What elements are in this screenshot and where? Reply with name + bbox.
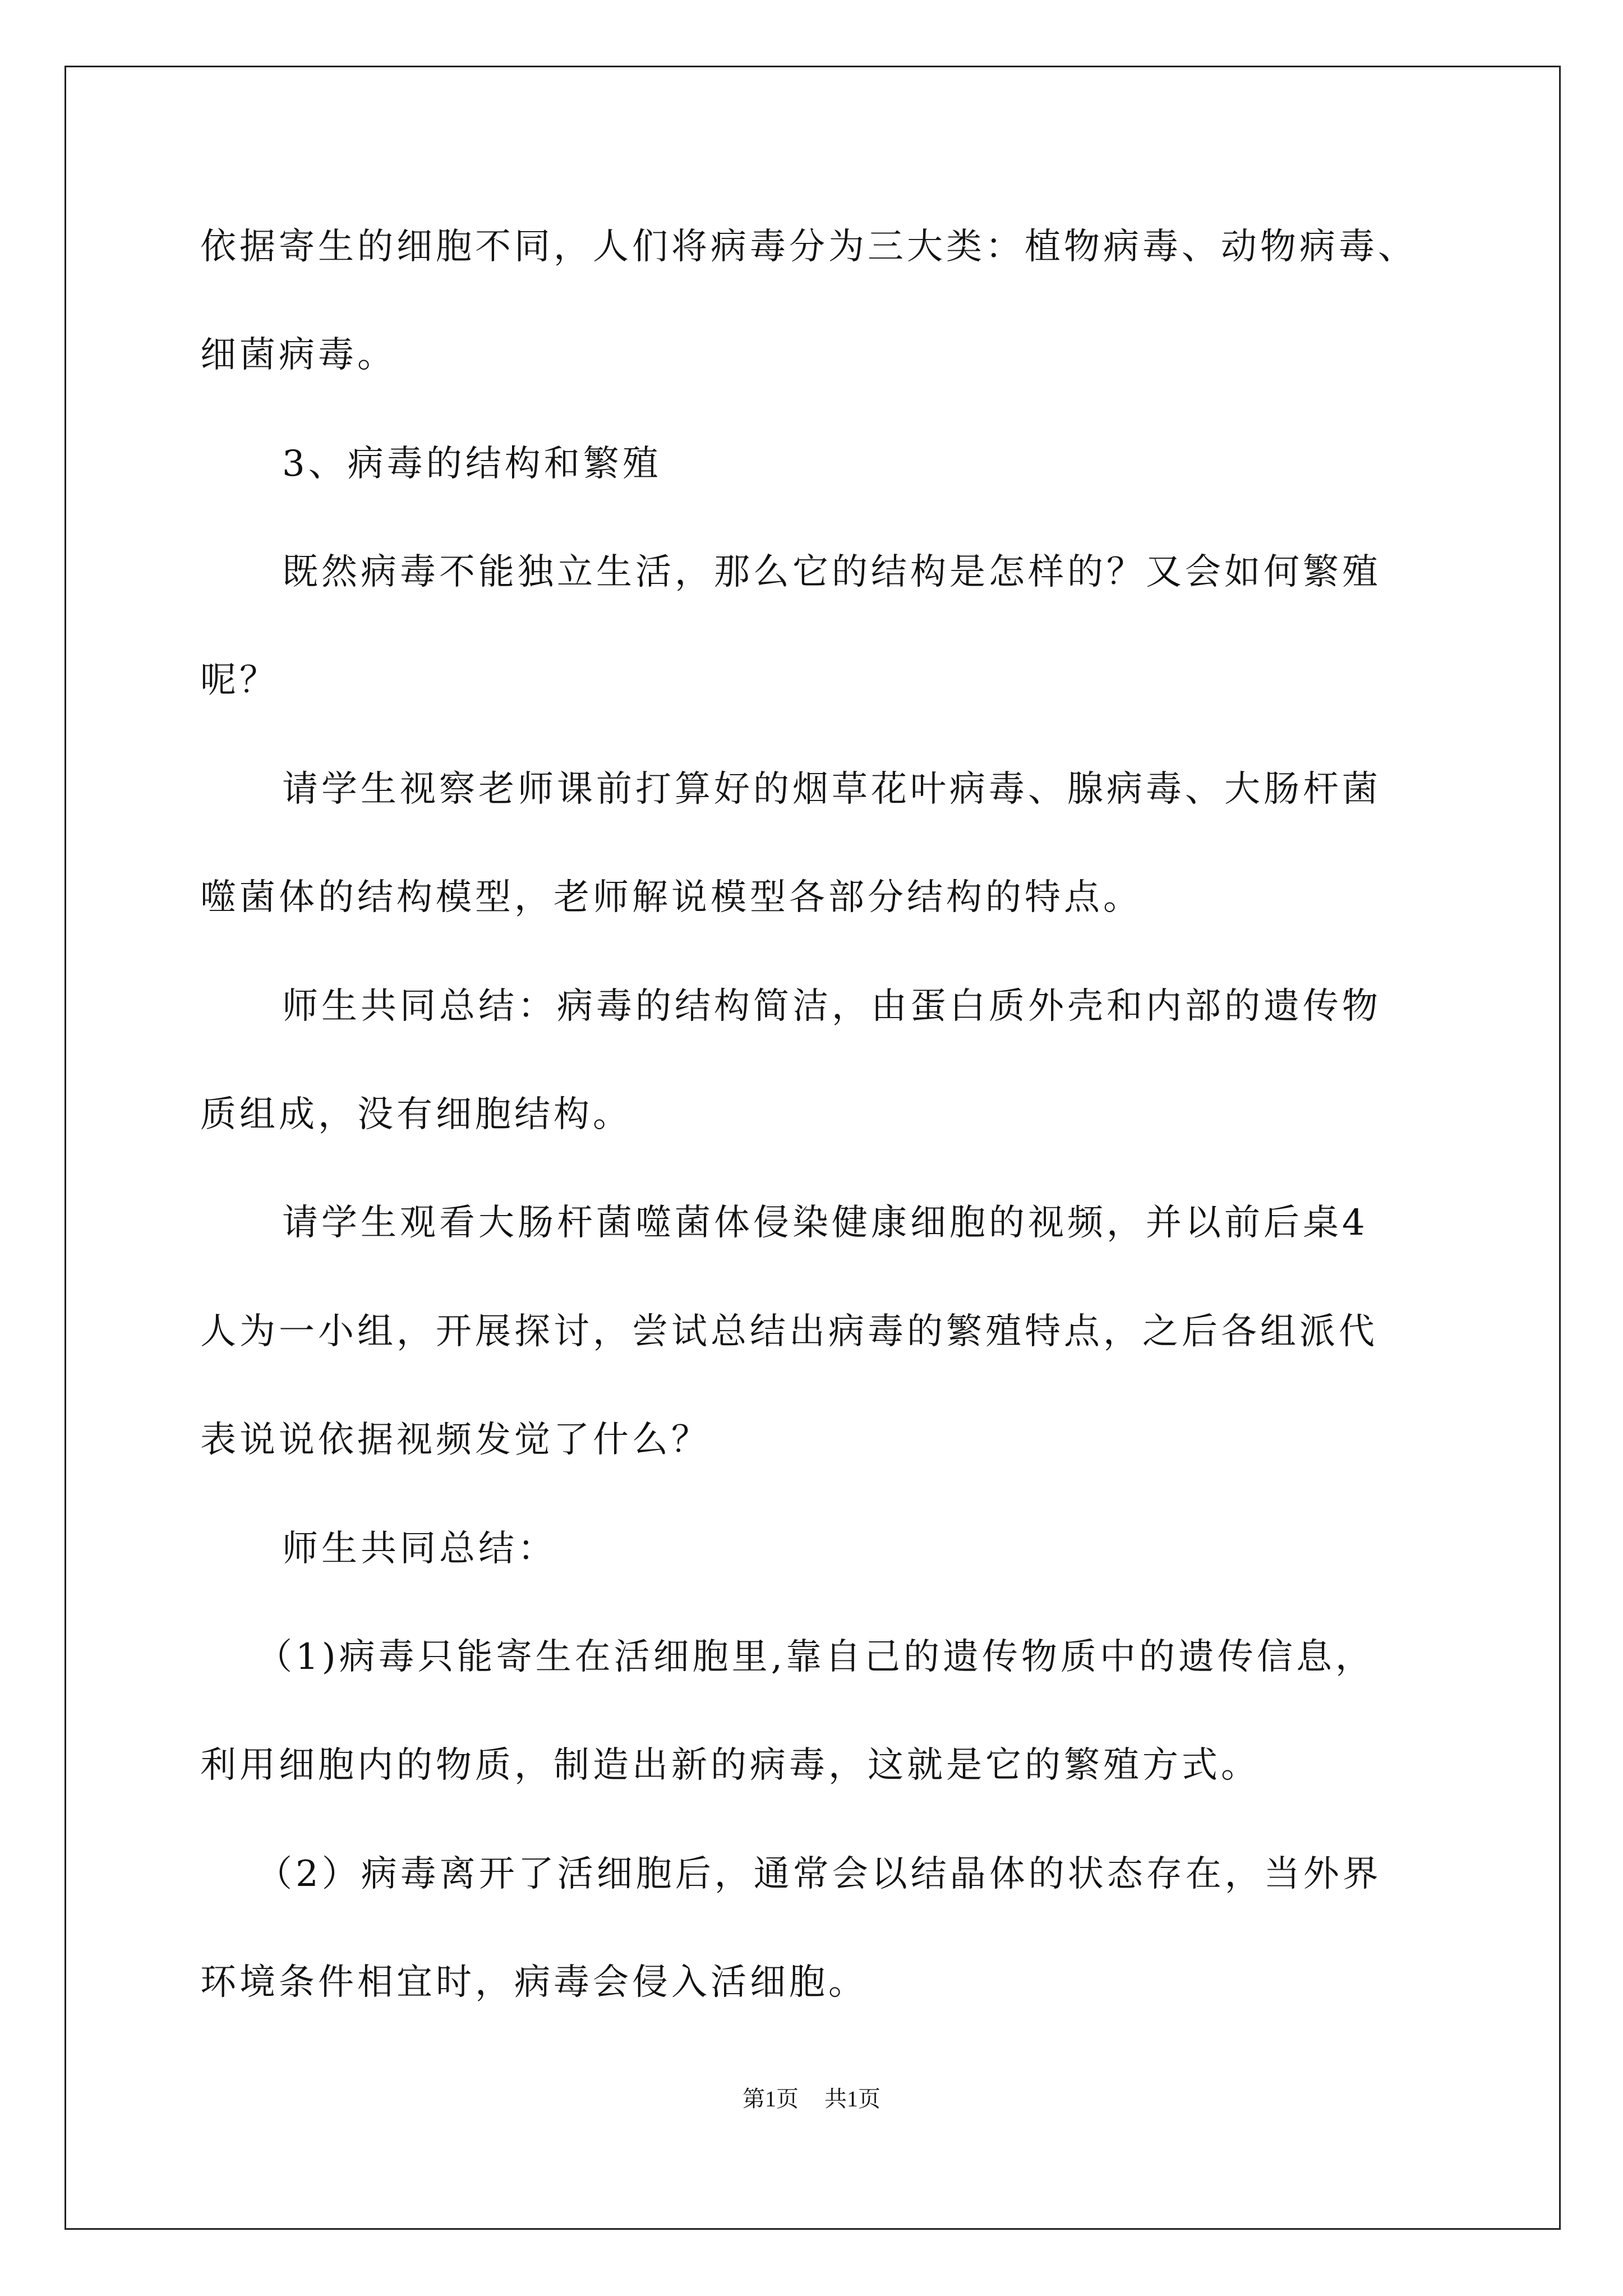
list-item-line: （2）病毒离开了活细胞后，通常会以结晶体的状态存在，当外界 xyxy=(256,1853,1382,1895)
paragraph-line: 师生共同总结：病毒的结构简洁，由蛋白质外壳和内部的遗传物 xyxy=(282,986,1381,1027)
page-total: 共1页 xyxy=(824,2086,880,2111)
paragraph-line: 请学生观看大肠杆菌噬菌体侵染健康细胞的视频，并以前后桌4 xyxy=(282,1202,1368,1244)
paragraph-line: 请学生视察老师课前打算好的烟草花叶病毒、腺病毒、大肠杆菌 xyxy=(282,769,1381,810)
paragraph-line: 师生共同总结： xyxy=(282,1528,557,1570)
list-item-line: （1)病毒只能寄生在活细胞里,靠自己的遗传物质中的遗传信息， xyxy=(256,1636,1375,1678)
paragraph-line: 利用细胞内的物质，制造出新的病毒，这就是它的繁殖方式。 xyxy=(200,1745,1260,1786)
paragraph-line: 呢？ xyxy=(200,660,279,701)
paragraph-line: 细菌病毒。 xyxy=(200,334,396,376)
paragraph-line: 既然病毒不能独立生活，那么它的结构是怎样的？又会如何繁殖 xyxy=(282,551,1381,593)
paragraph-line: 质组成，没有细胞结构。 xyxy=(200,1094,632,1135)
page-border xyxy=(64,66,1561,2230)
paragraph-line: 噬菌体的结构模型，老师解说模型各部分结构的特点。 xyxy=(200,877,1142,918)
section-heading: 3、病毒的结构和繁殖 xyxy=(282,443,662,485)
paragraph-line: 环境条件相宜时，病毒会侵入活细胞。 xyxy=(200,1962,868,2003)
paragraph-line: 人为一小组，开展探讨，尝试总结出病毒的繁殖特点，之后各组派代 xyxy=(200,1311,1378,1352)
paragraph-line: 表说说依据视频发觉了什么？ xyxy=(200,1419,711,1461)
page-number: 第1页 xyxy=(743,2086,799,2111)
paragraph-line: 依据寄生的细胞不同，人们将病毒分为三大类：植物病毒、动物病毒、 xyxy=(200,226,1417,268)
page-footer xyxy=(0,2081,1623,2113)
